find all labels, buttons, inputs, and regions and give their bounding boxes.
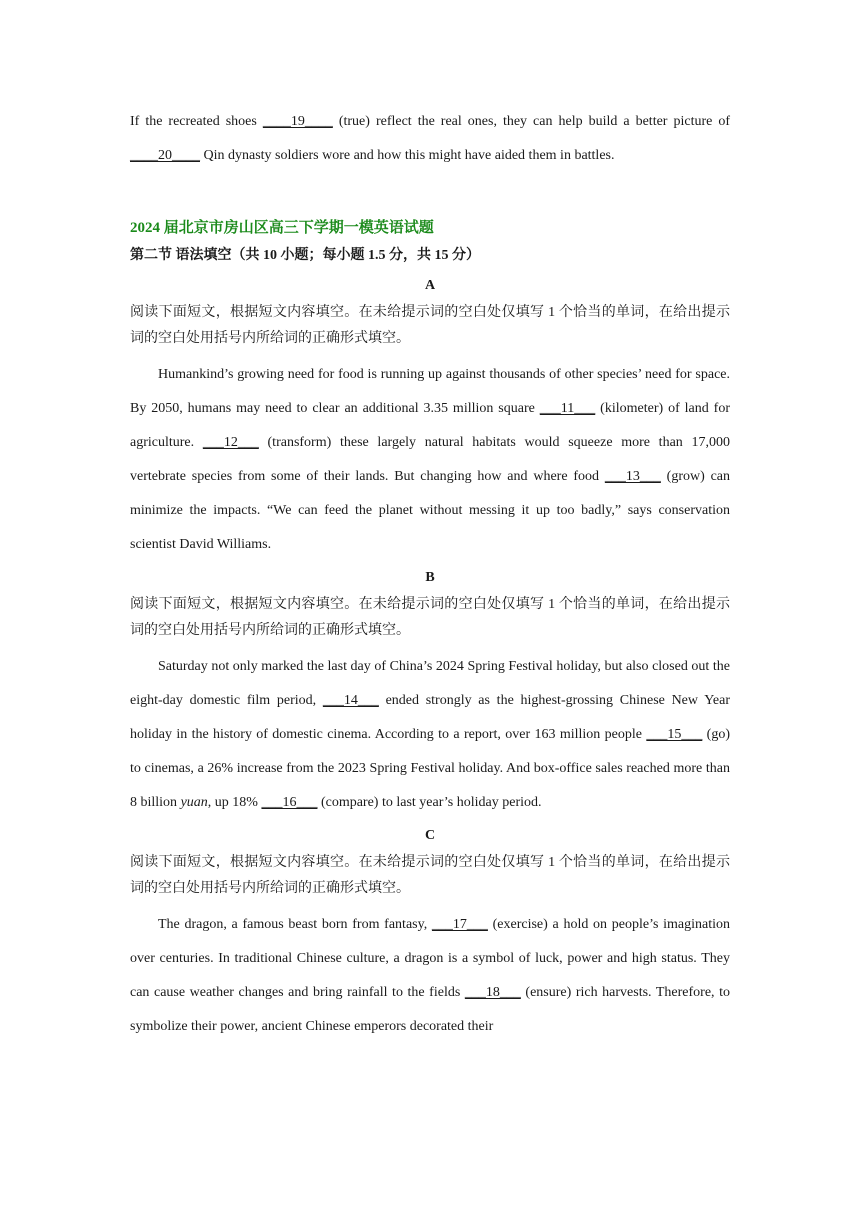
passage-b: [130, 650, 730, 820]
text: , up 18%: [207, 795, 262, 810]
exam-title: 2024 届北京市房山区高三下学期一模英语试题: [130, 220, 434, 236]
text: ended strongly as the highest-grossing Chinese New Year holiday in the history of domestic cinema. According to a report, over 163 million people: [130, 693, 730, 742]
text: (grow) can minimize the impacts. “We can feed the planet without messing it up too badly,” says conservation scientist David Williams.: [130, 469, 730, 552]
blank-11[interactable]: ___11___: [539, 401, 596, 416]
text: (true) reflect the real ones, they can help build a better picture of: [332, 114, 730, 129]
passage-a: [130, 358, 730, 562]
text: If the recreated shoes: [130, 114, 263, 129]
blank-16[interactable]: ___16___: [261, 795, 318, 810]
section-heading: 第二节 语法填空（共 10 小题；每小题 1.5 分，共 15 分）: [130, 248, 480, 263]
text: (ensure) rich harvests. Therefore, to symbolize their power, ancient Chinese emperors decorated their: [130, 985, 730, 1034]
text: (go) to cinemas, a 26% increase from the 2023 Spring Festival holiday. And box-office sales reached more than 8 billion: [130, 727, 730, 810]
blank-18[interactable]: ___18___: [464, 985, 521, 1000]
document-page: [130, 0, 730, 1044]
text: Humankind’s growing need for food is running up against thousands of other species’ need for space. By 2050, humans may need to clear an additional 3.35 million square: [130, 367, 730, 416]
blank-14[interactable]: ___14___: [322, 693, 379, 708]
text: Qin dynasty soldiers wore and how this might have aided them in battles.: [200, 148, 615, 163]
text: (kilometer) of land for agriculture.: [130, 401, 730, 450]
passage-letter-b: B: [425, 570, 435, 585]
blank-13[interactable]: ___13___: [604, 469, 661, 484]
text: (exercise) a hold on people’s imagination over centuries. In traditional Chinese culture, a dragon is a symbol of luck, power and high status. They can cause weather changes and bring rainfall to the fields: [130, 917, 730, 1000]
instructions-c: 阅读下面短文，根据短文内容填空。在未给提示词的空白处仅填写 1 个恰当的单词，在给出提示词的空白处用括号内所给词的正确形式填空。: [130, 855, 730, 896]
instructions-b: 阅读下面短文，根据短文内容填空。在未给提示词的空白处仅填写 1 个恰当的单词，在给出提示词的空白处用括号内所给词的正确形式填空。: [130, 597, 730, 638]
passage-c: [130, 908, 730, 1044]
passage-letter-c: C: [424, 828, 436, 843]
text: Saturday not only marked the last day of China’s 2024 Spring Festival holiday, but also closed out the eight-day domestic film period,: [130, 659, 730, 708]
blank-17[interactable]: ___17___: [431, 917, 488, 932]
passage-letter-a: A: [424, 278, 436, 293]
instructions-a: 阅读下面短文，根据短文内容填空。在未给提示词的空白处仅填写 1 个恰当的单词，在给出提示词的空白处用括号内所给词的正确形式填空。: [130, 305, 730, 346]
text: (compare) to last year’s holiday period.: [317, 795, 542, 810]
blank-19[interactable]: ____19____: [262, 114, 333, 129]
blank-15[interactable]: ___15___: [646, 727, 703, 742]
blank-20[interactable]: ____20____: [130, 148, 200, 163]
blank-12[interactable]: ___12___: [202, 435, 259, 450]
paragraph-continuation: [130, 105, 730, 173]
yuan-word: yuan: [180, 795, 208, 810]
text: (transform) these largely natural habitats would squeeze more than 17,000 vertebrate species from some of their lands. But changing how and where food: [130, 435, 730, 484]
text: The dragon, a famous beast born from fantasy,: [158, 917, 432, 932]
